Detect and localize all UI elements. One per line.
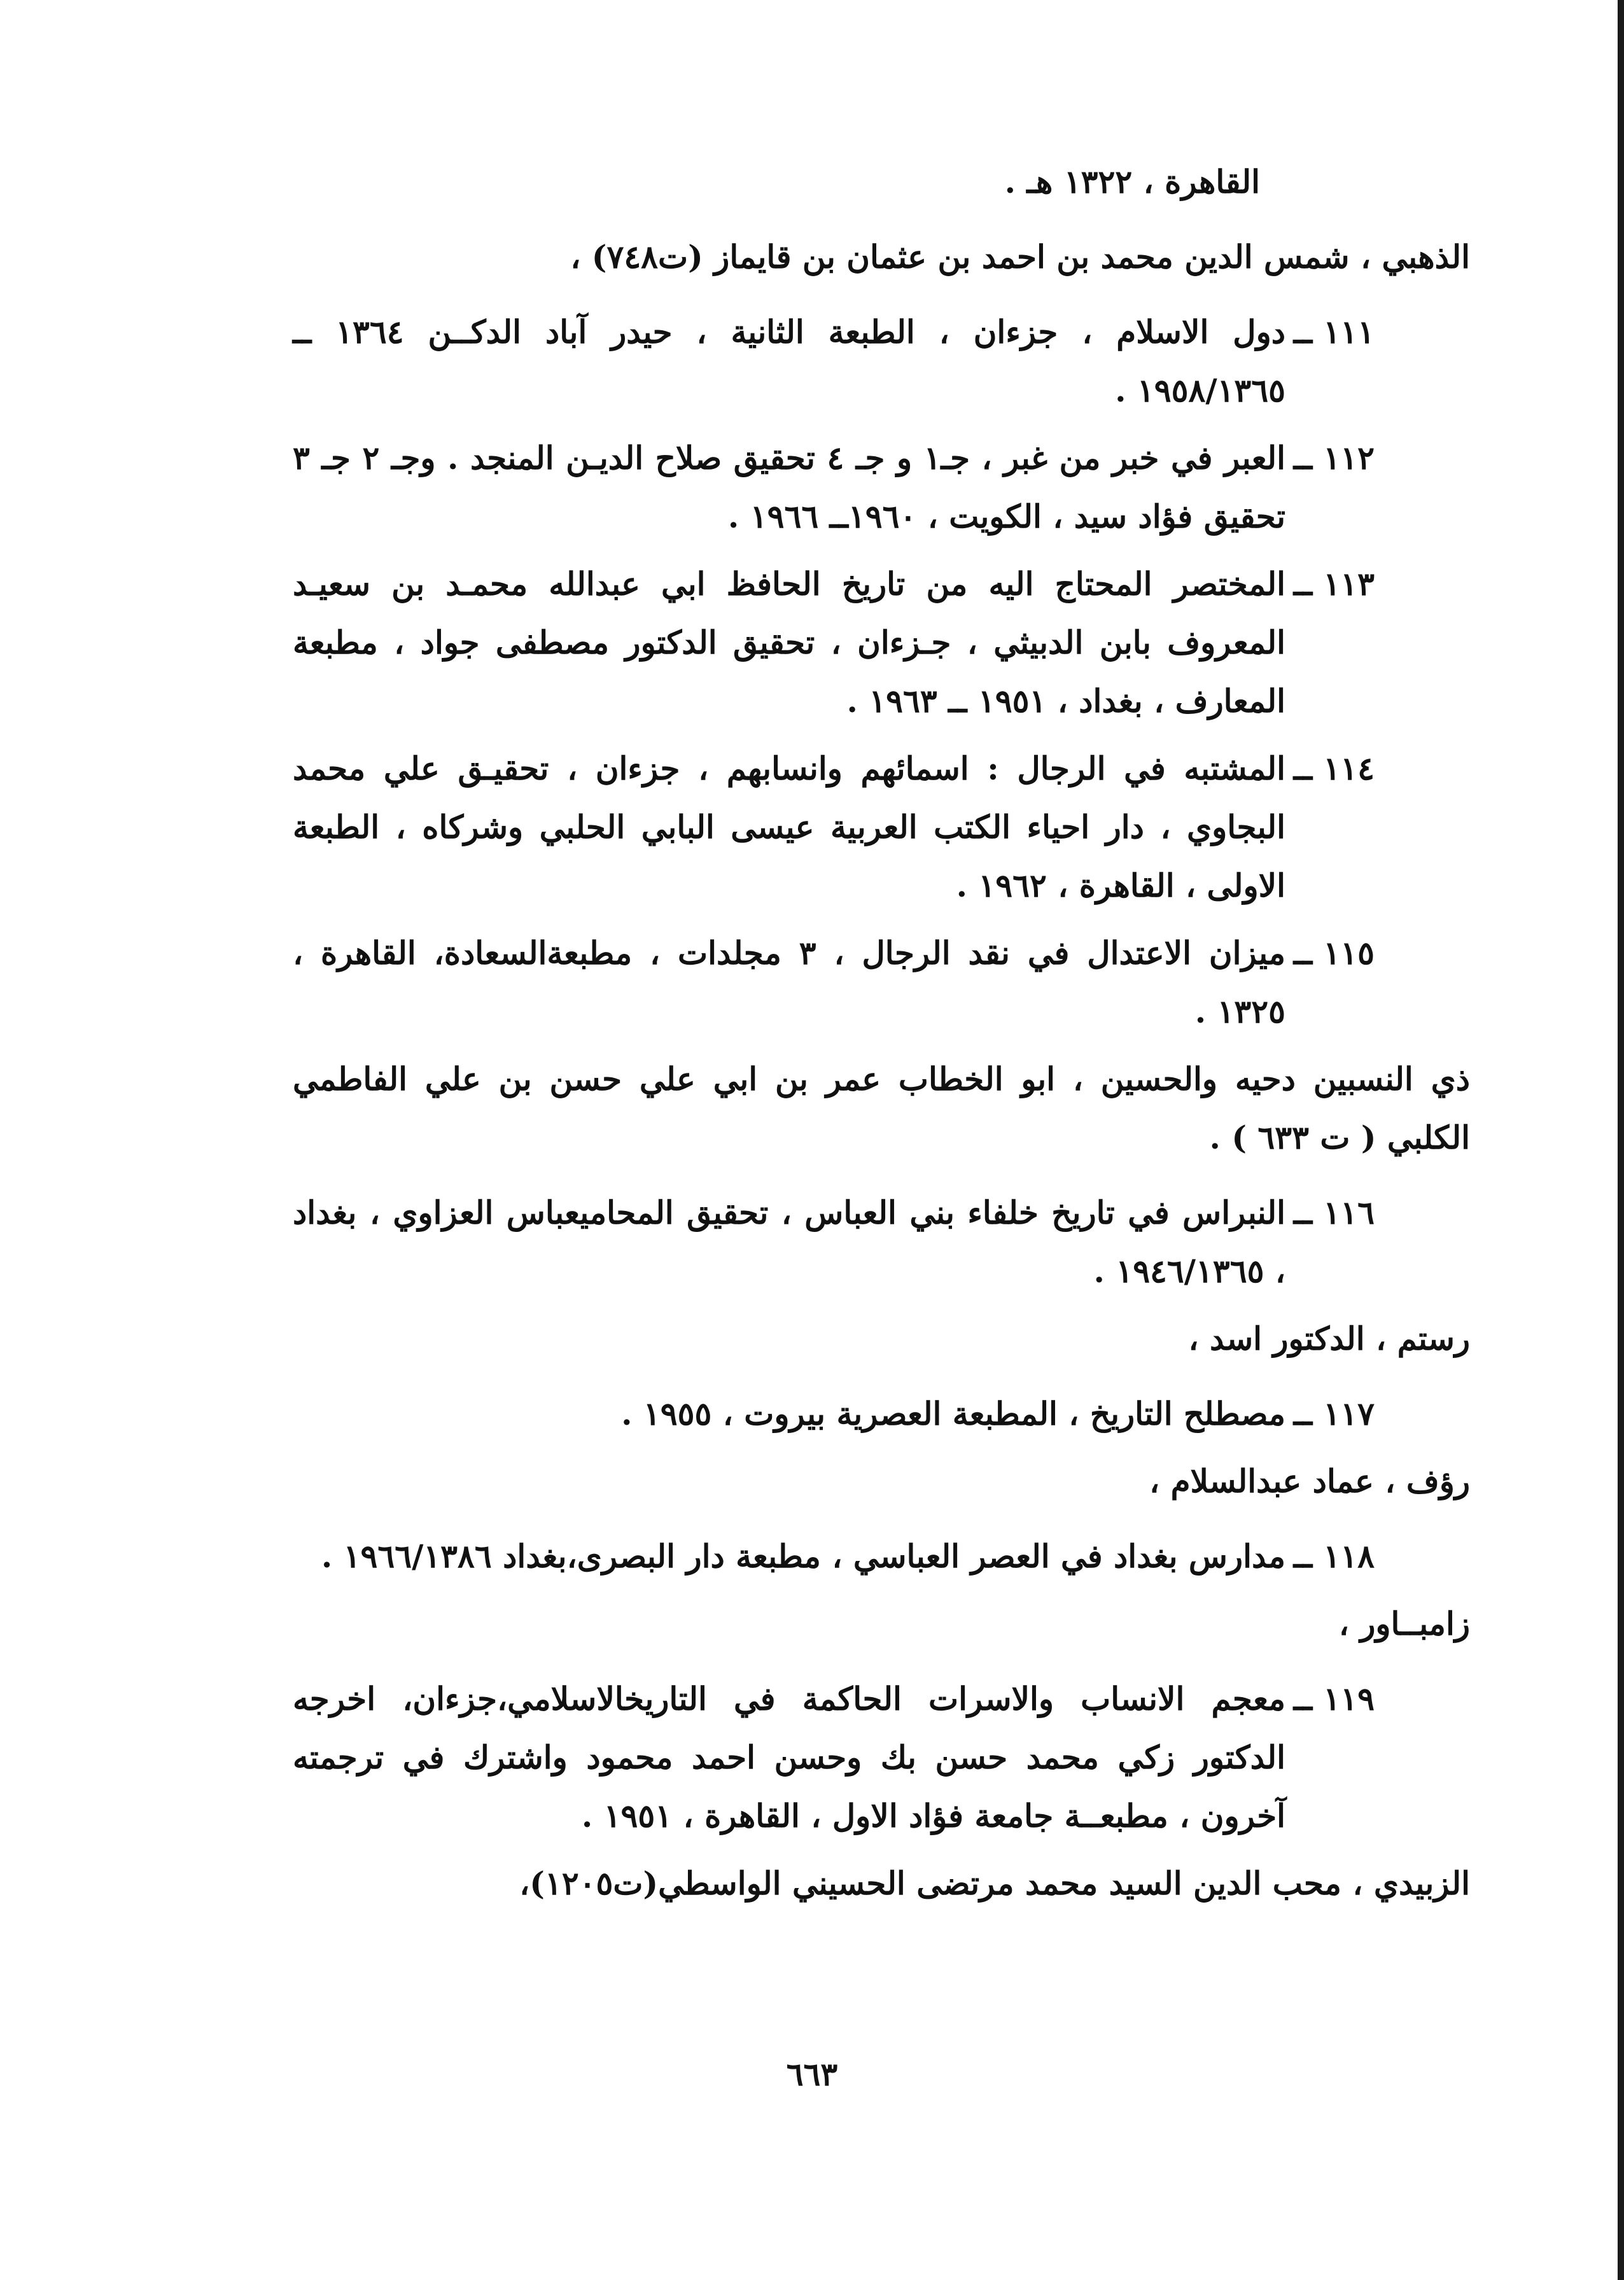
entry-text: دول الاسلام ، جزءان ، الطبعة الثانية ، حيدر آباد الدكــن ١٣٦٤ ــ ١٩٥٨/١٣٦٥ . <box>293 313 1285 409</box>
page-edge-line <box>1618 0 1624 2280</box>
bibliography-entry <box>293 1385 1470 1443</box>
bibliography-entry <box>293 1527 1470 1586</box>
author-heading: ذي النسبين دحيه والحسين ، ابو الخطاب عمر بن ابي علي حسن بن علي الفاطمي الكلبي ( ت ٦٣٣ ) . <box>293 1060 1470 1156</box>
bibliography-entry <box>293 924 1470 1041</box>
entry-number: ١١٧ ــ <box>1293 1395 1375 1432</box>
author-heading: زامبــاور ، <box>1338 1605 1470 1642</box>
entry-text: المختصر المحتاج اليه من تاريخ الحافظ ابي عبدالله محمـد بن سعيـد المعروف بابن الدبيثي ، جـزءان ، تحقيق الدكتور مصطفى جواد ، مطبعة المعارف ، بغداد ، ١٩٥١ ــ ١٩٦٣ . <box>293 565 1285 720</box>
author-heading: رستم ، الدكتور اسد ، <box>1188 1320 1470 1357</box>
bibliography-entry <box>293 555 1470 731</box>
entry-number: ١١٣ ــ <box>1293 565 1375 603</box>
bibliography-entry <box>293 739 1470 915</box>
entry-number: ١١٢ ــ <box>1293 439 1375 477</box>
bibliography-entry <box>293 1184 1470 1301</box>
bibliography-entry <box>293 1670 1470 1845</box>
entry-text: النبراس في تاريخ خلفاء بني العباس ، تحقيق المحاميعباس العزاوي ، بغداد ، ١٩٤٦/١٣٦٥ . <box>293 1194 1285 1290</box>
entry-number: ١١٨ ــ <box>1293 1537 1375 1575</box>
page-number: ٦٦٣ <box>786 2055 838 2093</box>
entry-number: ١١٤ ــ <box>1293 750 1375 787</box>
author-heading: الزبيدي ، محب الدين السيد محمد مرتضى الحسيني الواسطي(ت١٢٠٥)، <box>519 1864 1470 1902</box>
entry-text: مصطلح التاريخ ، المطبعة العصرية بيروت ، ١٩٥٥ . <box>621 1395 1285 1432</box>
entry-text: معجم الانساب والاسرات الحاكمة في التاريخالاسلامي،جزءان، اخرجه الدكتور زكي محمد حسن بك وحسن احمد محمود واشترك في ترجمته آخرون ، مطبعــة جامعة فؤاد الاول ، القاهرة ، ١٩٥١ . <box>293 1680 1285 1835</box>
entry-number: ١١١ ــ <box>1293 313 1375 351</box>
entry-text: العبر في خبر من غبر ، جـ١ و جـ ٤ تحقيق صلاح الديـن المنجد . وجـ ٢ جـ ٣ تحقيق فؤاد سيد ، الكويت ، ١٩٦٠ــ ١٩٦٦ . <box>293 439 1285 535</box>
author-heading: الذهبي ، شمس الدين محمد بن احمد بن عثمان بن قايماز (ت٧٤٨) ، <box>570 238 1470 276</box>
entry-number: ١١٦ ــ <box>1293 1194 1375 1231</box>
entry-text: مدارس بغداد في العصر العباسي ، مطبعة دار البصرى،بغداد ١٩٦٦/١٣٨٦ . <box>321 1537 1285 1575</box>
bibliography-entry <box>293 303 1470 420</box>
entry-text: ميزان الاعتدال في نقد الرجال ، ٣ مجلدات ، مطبعةالسعادة، القاهرة ، ١٣٢٥ . <box>293 934 1285 1030</box>
bibliography-entry <box>293 429 1470 546</box>
author-heading: رؤف ، عماد عبدالسلام ، <box>1149 1462 1470 1500</box>
continued-line: القاهرة ، ١٣٢٢ هـ . <box>1004 163 1260 200</box>
entry-number: ١١٥ ــ <box>1293 934 1375 972</box>
entry-number: ١١٩ ــ <box>1293 1680 1375 1717</box>
entry-text: المشتبه في الرجال : اسمائهم وانسابهم ، جزءان ، تحقيـق علي محمد البجاوي ، دار احياء الكتب العربية عيسى البابي الحلبي وشركاه ، الطبعة الاولى ، القاهرة ، ١٩٦٢ . <box>293 750 1285 904</box>
bibliography-page <box>293 153 1470 2087</box>
